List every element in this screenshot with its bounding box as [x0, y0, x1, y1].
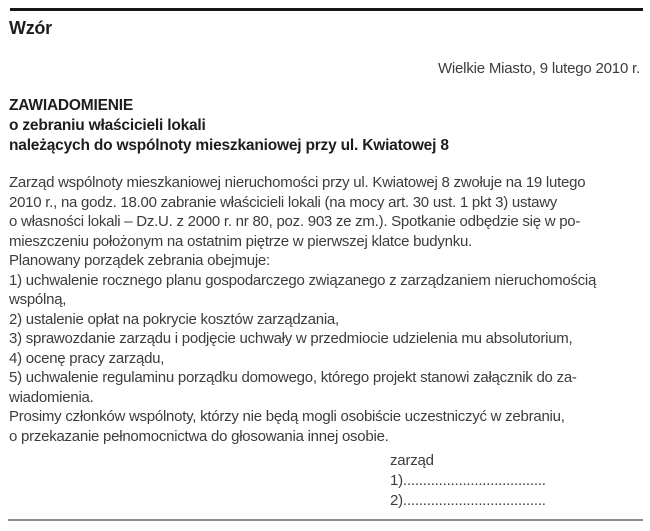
agenda-item-5-cont: wiadomienia. [9, 388, 94, 406]
signature-line-2: 2).................................... [390, 492, 546, 509]
body-line: Zarząd wspólnoty mieszkaniowej nieruchomości przy ul. Kwiatowej 8 zwołuje na 19 lutego [9, 174, 586, 191]
body-line: 2010 r., na godz. 18.00 zabranie właścicieli lokali (na mocy art. 30 ust. 1 pkt 3) ustawy [9, 193, 558, 211]
agenda-item-3: 3) sprawozdanie zarządu i podjęcie uchwały w przedmiocie udzielenia mu absolutorium, [9, 330, 573, 347]
signature-label: zarząd [390, 452, 434, 469]
body-line: o przekazanie pełnomocnictwa do głosowania innej osobie. [9, 427, 389, 445]
body-line: o własności lokali – Dz.U. z 2000 r. nr 80, poz. 903 ze zm.). Spotkanie odbędzie się w po- [9, 213, 581, 230]
notice-body [9, 173, 596, 446]
agenda-item-1: 1) uchwalenie rocznego planu gospodarczego związanego z zarządzaniem nieruchomością [9, 271, 597, 289]
body-line: mieszczeniu położonym na ostatnim piętrze w pierwszej klatce budynku. [9, 232, 472, 250]
signature-line-1: 1).................................... [390, 472, 546, 489]
body-line: Prosimy członków wspólnoty, którzy nie będą mogli osobiście uczestniczyć w zebraniu, [9, 408, 565, 425]
agenda-item-1-cont: wspólną, [9, 291, 67, 308]
notice-title-line-1: ZAWIADOMIENIE [9, 97, 133, 114]
notice-title [9, 96, 449, 156]
agenda-item-2: 2) ustalenie opłat na pokrycie kosztów zarządzania, [9, 310, 339, 328]
agenda-item-5: 5) uchwalenie regulaminu porządku domowego, którego projekt stanowi załącznik do za- [9, 369, 577, 386]
top-rule [10, 8, 643, 11]
notice-title-line-2: o zebraniu właścicieli lokali [9, 117, 206, 134]
agenda-item-4: 4) ocenę pracy zarządu, [9, 349, 165, 367]
body-line: Planowany porządek zebrania obejmuje: [9, 252, 270, 269]
notice-title-line-3: należących do wspólnoty mieszkaniowej przy ul. Kwiatowej 8 [9, 137, 449, 154]
signature-block [390, 451, 546, 511]
dateline: Wielkie Miasto, 9 lutego 2010 r. [437, 60, 640, 77]
template-label: Wzór [9, 18, 52, 38]
bottom-rule [8, 519, 643, 521]
